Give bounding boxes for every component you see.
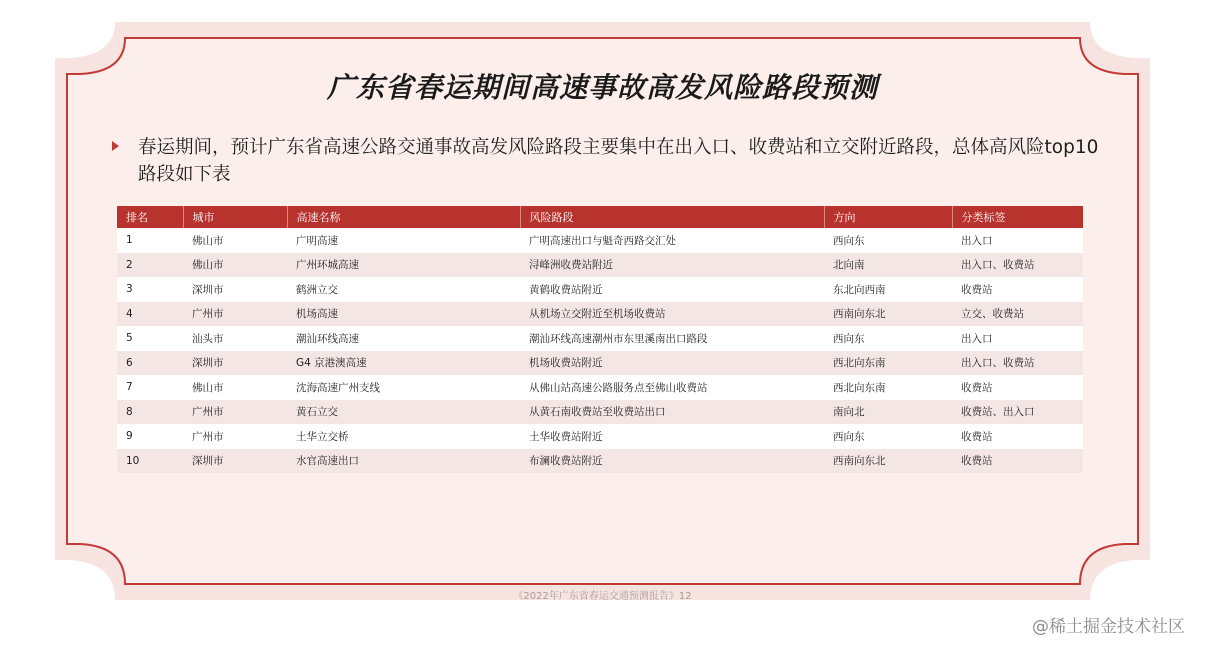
cell-rank: 10 — [117, 449, 183, 474]
table-header-row — [117, 206, 1083, 228]
cell-risk-section: 浔峰洲收费站附近 — [520, 253, 824, 278]
cell-highway: 沈海高速广州支线 — [287, 375, 520, 400]
cell-risk-section: 从佛山站高速公路服务点至佛山收费站 — [520, 375, 824, 400]
cell-risk-section: 黄鹤收费站附近 — [520, 277, 824, 302]
intro-paragraph — [112, 134, 1112, 188]
cell-highway: 机场高速 — [287, 302, 520, 327]
cell-direction: 西南向东北 — [824, 449, 952, 474]
header-rank: 排名 — [117, 206, 183, 228]
cell-category: 出入口 — [952, 326, 1083, 351]
cell-highway: G4 京港澳高速 — [287, 351, 520, 376]
cell-rank: 6 — [117, 351, 183, 376]
header-direction: 方向 — [824, 206, 952, 228]
cell-category: 收费站 — [952, 277, 1083, 302]
cell-city: 广州市 — [183, 424, 287, 449]
cell-city: 佛山市 — [183, 375, 287, 400]
table-row — [117, 449, 1083, 474]
cell-highway: 广明高速 — [287, 228, 520, 253]
cell-direction: 东北向西南 — [824, 277, 952, 302]
cell-category: 收费站、出入口 — [952, 400, 1083, 425]
cell-risk-section: 布澜收费站附近 — [520, 449, 824, 474]
cell-risk-section: 从黄石南收费站至收费站出口 — [520, 400, 824, 425]
cell-direction: 南向北 — [824, 400, 952, 425]
cell-rank: 7 — [117, 375, 183, 400]
cell-city: 佛山市 — [183, 253, 287, 278]
cell-risk-section: 广明高速出口与魁奇西路交汇处 — [520, 228, 824, 253]
cell-rank: 9 — [117, 424, 183, 449]
cell-direction: 西南向东北 — [824, 302, 952, 327]
header-risk-section: 风险路段 — [520, 206, 824, 228]
table-row — [117, 277, 1083, 302]
intro-text: 春运期间，预计广东省高速公路交通事故高发风险路段主要集中在出入口、收费站和立交附近路段，总体高风险top10路段如下表 — [138, 137, 1099, 185]
table-row — [117, 351, 1083, 376]
header-highway: 高速名称 — [287, 206, 520, 228]
cell-direction: 西北向东南 — [824, 375, 952, 400]
cell-city: 佛山市 — [183, 228, 287, 253]
cell-category: 收费站 — [952, 424, 1083, 449]
cell-risk-section: 土华收费站附近 — [520, 424, 824, 449]
page-title: 广东省春运期间高速事故高发风险路段预测 — [326, 71, 878, 104]
cell-city: 广州市 — [183, 302, 287, 327]
cell-direction: 西向东 — [824, 424, 952, 449]
cell-highway: 黄石立交 — [287, 400, 520, 425]
cell-risk-section: 潮汕环线高速潮州市东里溪南出口路段 — [520, 326, 824, 351]
table-row — [117, 302, 1083, 327]
cell-direction: 西北向东南 — [824, 351, 952, 376]
cell-rank: 3 — [117, 277, 183, 302]
table-row — [117, 253, 1083, 278]
table-row — [117, 228, 1083, 253]
cell-city: 汕头市 — [183, 326, 287, 351]
cell-risk-section: 从机场立交附近至机场收费站 — [520, 302, 824, 327]
cell-rank: 1 — [117, 228, 183, 253]
header-city: 城市 — [183, 206, 287, 228]
cell-risk-section: 机场收费站附近 — [520, 351, 824, 376]
cell-category: 出入口 — [952, 228, 1083, 253]
cell-category: 出入口、收费站 — [952, 351, 1083, 376]
table-row — [117, 400, 1083, 425]
table-row — [117, 326, 1083, 351]
cell-category: 立交、收费站 — [952, 302, 1083, 327]
header-category: 分类标签 — [952, 206, 1083, 228]
cell-highway: 土华立交桥 — [287, 424, 520, 449]
cell-highway: 鹤洲立交 — [287, 277, 520, 302]
risk-table — [117, 206, 1083, 473]
cell-city: 深圳市 — [183, 277, 287, 302]
cell-highway: 广州环城高速 — [287, 253, 520, 278]
cell-direction: 北向南 — [824, 253, 952, 278]
report-footer: 《2022年广东省春运交通预测报告》12 — [513, 591, 692, 602]
cell-highway: 水官高速出口 — [287, 449, 520, 474]
cell-direction: 西向东 — [824, 228, 952, 253]
cell-highway: 潮汕环线高速 — [287, 326, 520, 351]
cell-rank: 5 — [117, 326, 183, 351]
cell-city: 深圳市 — [183, 351, 287, 376]
cell-city: 深圳市 — [183, 449, 287, 474]
cell-category: 出入口、收费站 — [952, 253, 1083, 278]
cell-rank: 2 — [117, 253, 183, 278]
table-row — [117, 375, 1083, 400]
cell-category: 收费站 — [952, 449, 1083, 474]
triangle-bullet-icon — [112, 141, 119, 151]
cell-category: 收费站 — [952, 375, 1083, 400]
watermark: @稀土掘金技术社区 — [1032, 617, 1185, 637]
cell-city: 广州市 — [183, 400, 287, 425]
cell-rank: 8 — [117, 400, 183, 425]
cell-direction: 西向东 — [824, 326, 952, 351]
table-row — [117, 424, 1083, 449]
cell-rank: 4 — [117, 302, 183, 327]
